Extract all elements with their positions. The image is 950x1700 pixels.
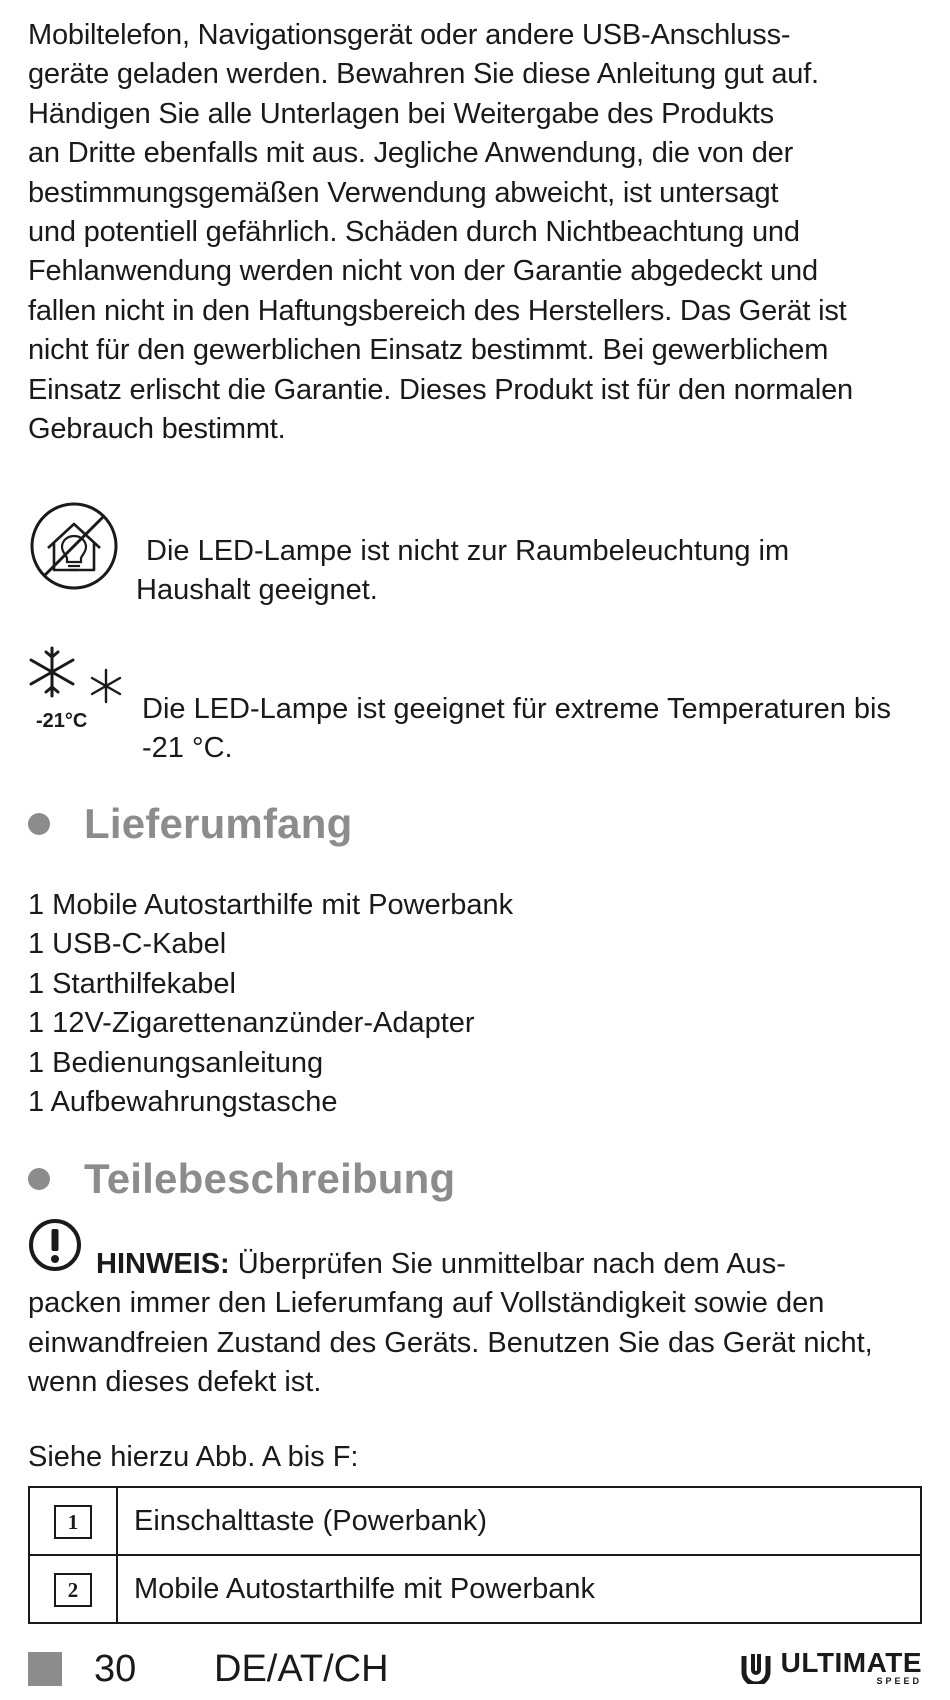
household-notice-line: Die LED-Lampe ist nicht zur Raumbeleuchtung im (146, 535, 790, 567)
temperature-notice-line: -21 °C. (142, 732, 233, 765)
note-line: Überprüfen Sie unmittelbar nach dem Aus- (229, 1248, 786, 1280)
temperature-notice-text (142, 690, 891, 769)
note-label: HINWEIS: (96, 1248, 230, 1280)
note-line: packen immer den Lieferumfang auf Vollständigkeit sowie den (28, 1287, 825, 1320)
table-row (29, 1555, 921, 1623)
page-footer (28, 1646, 922, 1690)
ultimate-speed-logo-icon (739, 1650, 773, 1684)
logo-text: ULTIMATE (780, 1647, 922, 1678)
section-heading-parts (28, 1155, 455, 1203)
list-item: 1 12V-Zigarettenanzünder-Adapter (28, 1007, 475, 1040)
temperature-notice-line: Die LED-Lampe ist geeignet für extreme Temperaturen bis (142, 693, 892, 725)
intro-line: Gebrauch bestimmt. (28, 413, 286, 446)
note-line: einwandfreien Zustand des Geräts. Benutzen Sie das Gerät nicht, (28, 1326, 873, 1359)
list-item: 1 Mobile Autostarthilfe mit Powerbank (28, 889, 514, 921)
logo-subtext: SPEED (876, 1676, 922, 1686)
footer-marker (28, 1652, 62, 1686)
snowflake-icon (28, 644, 128, 711)
intro-line: Fehlanwendung werden nicht von der Garantie abgedeckt und (28, 255, 818, 288)
intro-line: bestimmungsgemäßen Verwendung abweicht, ist untersagt (28, 176, 779, 209)
table-row (29, 1487, 921, 1555)
list-item: 1 USB-C-Kabel (28, 928, 227, 961)
heading-text: Teilebeschreibung (84, 1155, 456, 1202)
note-line: wenn dieses defekt ist. (28, 1366, 322, 1399)
intro-line: Mobiltelefon, Navigationsgerät oder andere USB-Anschluss- (28, 19, 791, 51)
heading-text: Lieferumfang (84, 800, 353, 847)
part-description: Einschalttaste (Powerbank) (117, 1487, 921, 1555)
brand-logo (739, 1647, 922, 1686)
household-notice-line: Haushalt geeignet. (136, 574, 378, 607)
bullet-icon (28, 813, 50, 835)
page-number: 30 (94, 1648, 137, 1690)
part-description: Mobile Autostarthilfe mit Powerbank (117, 1555, 921, 1623)
intro-line: an Dritte ebenfalls mit aus. Jegliche Anwendung, die von der (28, 137, 794, 170)
region-label: DE/AT/CH (214, 1648, 389, 1690)
temperature-icon-label: -21°C (36, 710, 88, 732)
part-number: 2 (54, 1573, 92, 1607)
scope-list (28, 886, 513, 1122)
note-block (28, 1215, 873, 1403)
intro-line: Einsatz erlischt die Garantie. Dieses Produkt ist für den normalen (28, 373, 853, 406)
intro-line: Händigen Sie alle Unterlagen bei Weitergabe des Produkts (28, 97, 774, 130)
household-notice-text (136, 532, 789, 611)
intro-line: und potentiell gefährlich. Schäden durch Nichtbeachtung und (28, 216, 800, 249)
parts-table (28, 1486, 922, 1624)
no-household-lamp-icon (28, 500, 120, 597)
intro-line: geräte geladen werden. Bewahren Sie diese Anleitung gut auf. (28, 58, 819, 91)
intro-line: fallen nicht in den Haftungsbereich des Herstellers. Das Gerät ist (28, 294, 847, 327)
part-number: 1 (54, 1505, 92, 1539)
intro-paragraph (28, 16, 928, 449)
list-item: 1 Aufbewahrungstasche (28, 1086, 338, 1119)
figure-reference: Siehe hierzu Abb. A bis F: (28, 1441, 359, 1473)
bullet-icon (28, 1168, 50, 1190)
list-item: 1 Bedienungsanleitung (28, 1046, 324, 1079)
intro-line: nicht für den gewerblichen Einsatz bestimmt. Bei gewerblichem (28, 334, 829, 367)
list-item: 1 Starthilfekabel (28, 967, 236, 1000)
section-heading-scope (28, 800, 352, 848)
